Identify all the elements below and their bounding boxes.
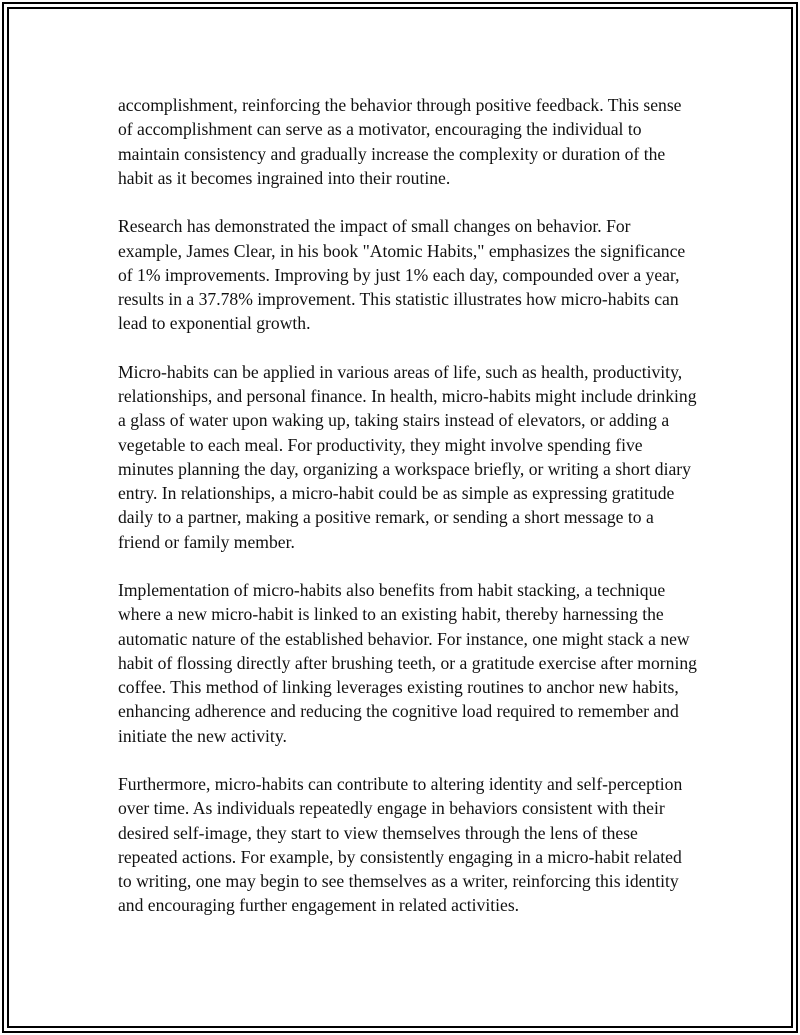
paragraph-3: Micro-habits can be applied in various areas of life, such as health, productivity, relationships, and personal finance. In health, micro-habits might include drinking a glass of water upon waking up, taking stairs instead of elevators, or adding a vegetable to each meal. For productivity, they might involve spending five minutes planning the day, organizing a workspace briefly, or writing a short diary entry. In relationships, a micro-habit could be as simple as expressing gratitude daily to a partner, making a positive remark, or sending a short message to a friend or family member.	[118, 361, 697, 552]
paragraph-4: Implementation of micro-habits also benefits from habit stacking, a technique where a new micro-habit is linked to an existing habit, thereby harnessing the automatic nature of the established behavior. For instance, one might stack a new habit of flossing directly after brushing teeth, or a gratitude exercise after morning coffee. This method of linking leverages existing routines to anchor new habits, enhancing adherence and reducing the cognitive load required to remember and initiate the new activity.	[118, 580, 697, 746]
paragraph-5: Furthermore, micro-habits can contribute to altering identity and self-perception over time. As individuals repeatedly engage in behaviors consistent with their desired self-image, they start to view themselves through the lens of these repeated actions. For example, by consistently engaging in a micro-habit related to writing, one may begin to see themselves as a writer, reinforcing this identity and encouraging further engagement in related activities.	[118, 774, 683, 916]
paragraph-2: Research has demonstrated the impact of small changes on behavior. For example, James Clear, in his book "Atomic Habits," emphasizes the significance of 1% improvements. Improving by just 1% each day, compounded over a year, results in a 37.78% improvement. This statistic illustrates how micro-habits can lead to exponential growth.	[118, 216, 686, 334]
paragraph-1: accomplishment, reinforcing the behavior through positive feedback. This sense of accomplishment can serve as a motivator, encouraging the individual to maintain consistency and gradually increase the complexity or duration of the habit as it becomes ingrained into their routine.	[118, 95, 682, 188]
document-body	[118, 93, 698, 942]
